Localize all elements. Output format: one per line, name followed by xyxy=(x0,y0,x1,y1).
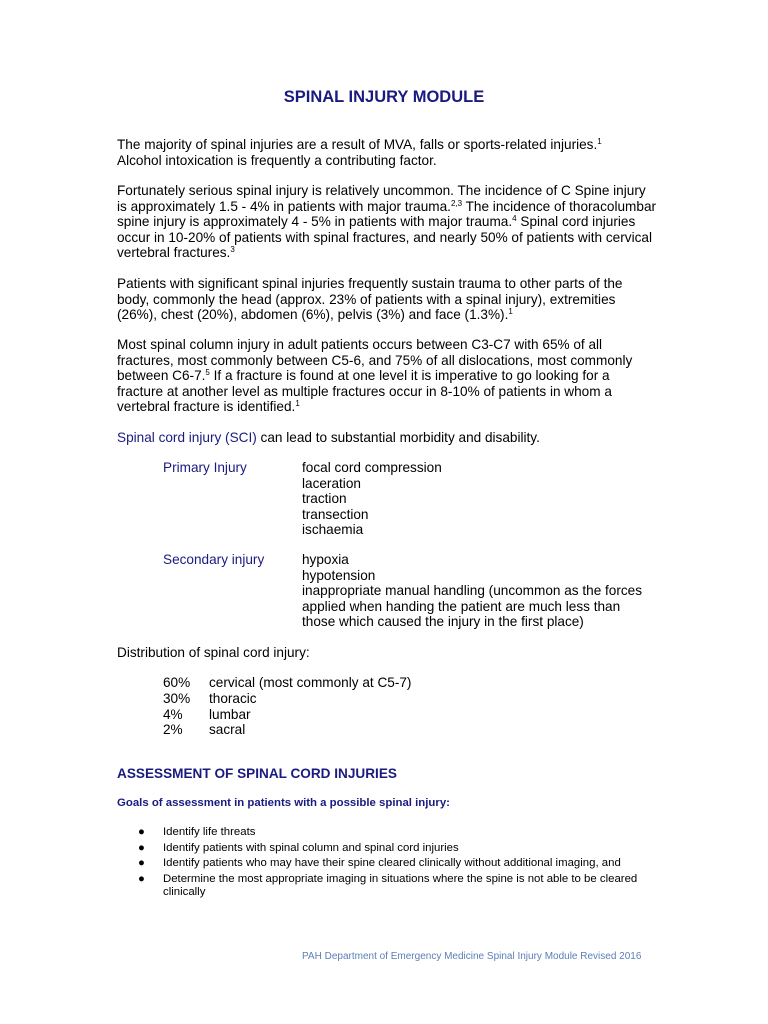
assessment-goals-list xyxy=(138,826,658,902)
associated-trauma-text: Patients with significant spinal injuries frequently sustain trauma to other parts of the body, commonly the head (approx. 23% of patients with a spinal injury), extremities (26%), chest (20%), abdomen (6%), pelvis (3%) and face (1.3%). xyxy=(117,276,623,323)
distribution-percent: 30% xyxy=(163,691,191,706)
footnote-ref: 1 xyxy=(597,137,602,146)
paragraph-column-injury xyxy=(117,337,657,415)
causes-text: The majority of spinal injuries are a result of MVA, falls or sports-related injuries. xyxy=(117,137,598,152)
distribution-percent: 60% xyxy=(163,675,191,690)
alcohol-text: Alcohol intoxication is frequently a contributing factor. xyxy=(117,152,437,168)
incidence-text-2: The incidence of thoracolumbar spine injury is approximately 4 - 5% in patients with major trauma. xyxy=(117,198,657,230)
distribution-region: cervical (most commonly at C5-7) xyxy=(209,675,412,690)
page-title: SPINAL INJURY MODULE xyxy=(283,88,485,106)
paragraph-associated-trauma xyxy=(117,276,657,323)
footnote-ref: 5 xyxy=(205,368,210,378)
list-item: inappropriate manual handling (uncommon as the forces applied when handing the patient are much less than those which caused the injury in the first place) xyxy=(302,583,643,630)
distribution-region: thoracic xyxy=(209,691,257,706)
list-item xyxy=(138,842,658,856)
list-item: transection xyxy=(302,506,369,522)
distribution-row xyxy=(163,691,257,707)
distribution-region: lumbar xyxy=(209,707,251,722)
primary-injury-list xyxy=(302,460,652,538)
distribution-heading: Distribution of spinal cord injury: xyxy=(117,645,310,660)
list-item xyxy=(138,857,658,871)
distribution-row xyxy=(163,707,251,723)
list-item: laceration xyxy=(302,475,361,491)
list-item xyxy=(138,826,658,840)
goal-text: Identify patients with spinal column and spinal cord injuries xyxy=(163,841,459,854)
secondary-injury-label: Secondary injury xyxy=(163,552,265,567)
goal-text: Identify life threats xyxy=(163,826,256,838)
distribution-percent: 2% xyxy=(163,722,183,737)
list-item xyxy=(138,873,658,900)
goal-text: Determine the most appropriate imaging in situations where the spine is not able to be cleared clinically xyxy=(163,872,638,899)
paragraph-incidence xyxy=(117,183,657,261)
column-injury-text-2: If a fracture is found at one level it is imperative to go looking for a fracture at another level as multiple fractures occur in 8-10% of patients in whom a vertebral fracture is identified. xyxy=(117,368,612,415)
footnote-ref: 2,3 xyxy=(450,198,463,208)
secondary-injury-list xyxy=(302,552,652,630)
distribution-row xyxy=(163,722,245,738)
footnote-ref: 4 xyxy=(512,214,517,224)
list-item: hypotension xyxy=(302,567,376,583)
list-item: traction xyxy=(302,491,347,507)
goal-text: Identify patients who may have their spine cleared clinically without additional imaging, and xyxy=(163,857,621,870)
bullet-icon: ● xyxy=(138,857,145,870)
bullet-icon: ● xyxy=(138,872,145,885)
sci-term: Spinal cord injury (SCI) xyxy=(117,430,257,445)
primary-injury-label: Primary Injury xyxy=(163,460,247,475)
assessment-heading: ASSESSMENT OF SPINAL CORD INJURIES xyxy=(117,766,397,781)
list-item: ischaemia xyxy=(302,522,364,538)
paragraph-sci xyxy=(117,430,657,446)
column-injury-text-1: Most spinal column injury in adult patients occurs between C3-C7 with 65% of all fractures, most commonly between C5-6, and 75% of all dislocations, most commonly between C6-7. xyxy=(117,337,633,384)
paragraph-causes xyxy=(117,137,657,168)
distribution-row xyxy=(163,675,411,691)
bullet-icon: ● xyxy=(138,841,145,854)
distribution-percent: 4% xyxy=(163,707,183,722)
distribution-region: sacral xyxy=(209,722,246,737)
list-item: focal cord compression xyxy=(302,460,442,475)
bullet-icon: ● xyxy=(138,826,145,838)
footnote-ref: 3 xyxy=(230,245,235,255)
incidence-text-3: Spinal cord injuries occur in 10-20% of patients with spinal fractures, and nearly 50% of patients with cervical vertebral fractures. xyxy=(117,214,652,261)
assessment-subheading: Goals of assessment in patients with a possible spinal injury: xyxy=(117,797,450,809)
incidence-text-1: Fortunately serious spinal injury is relatively uncommon. The incidence of C Spine injury is approximately 1.5 - 4% in patients with major trauma. xyxy=(117,183,646,214)
list-item: hypoxia xyxy=(302,552,349,567)
page-footer: PAH Department of Emergency Medicine Spinal Injury Module Revised 2016 xyxy=(302,951,642,962)
footnote-ref: 1 xyxy=(508,307,513,317)
sci-text: can lead to substantial morbidity and disability. xyxy=(256,430,540,445)
footnote-ref: 1 xyxy=(295,399,300,409)
